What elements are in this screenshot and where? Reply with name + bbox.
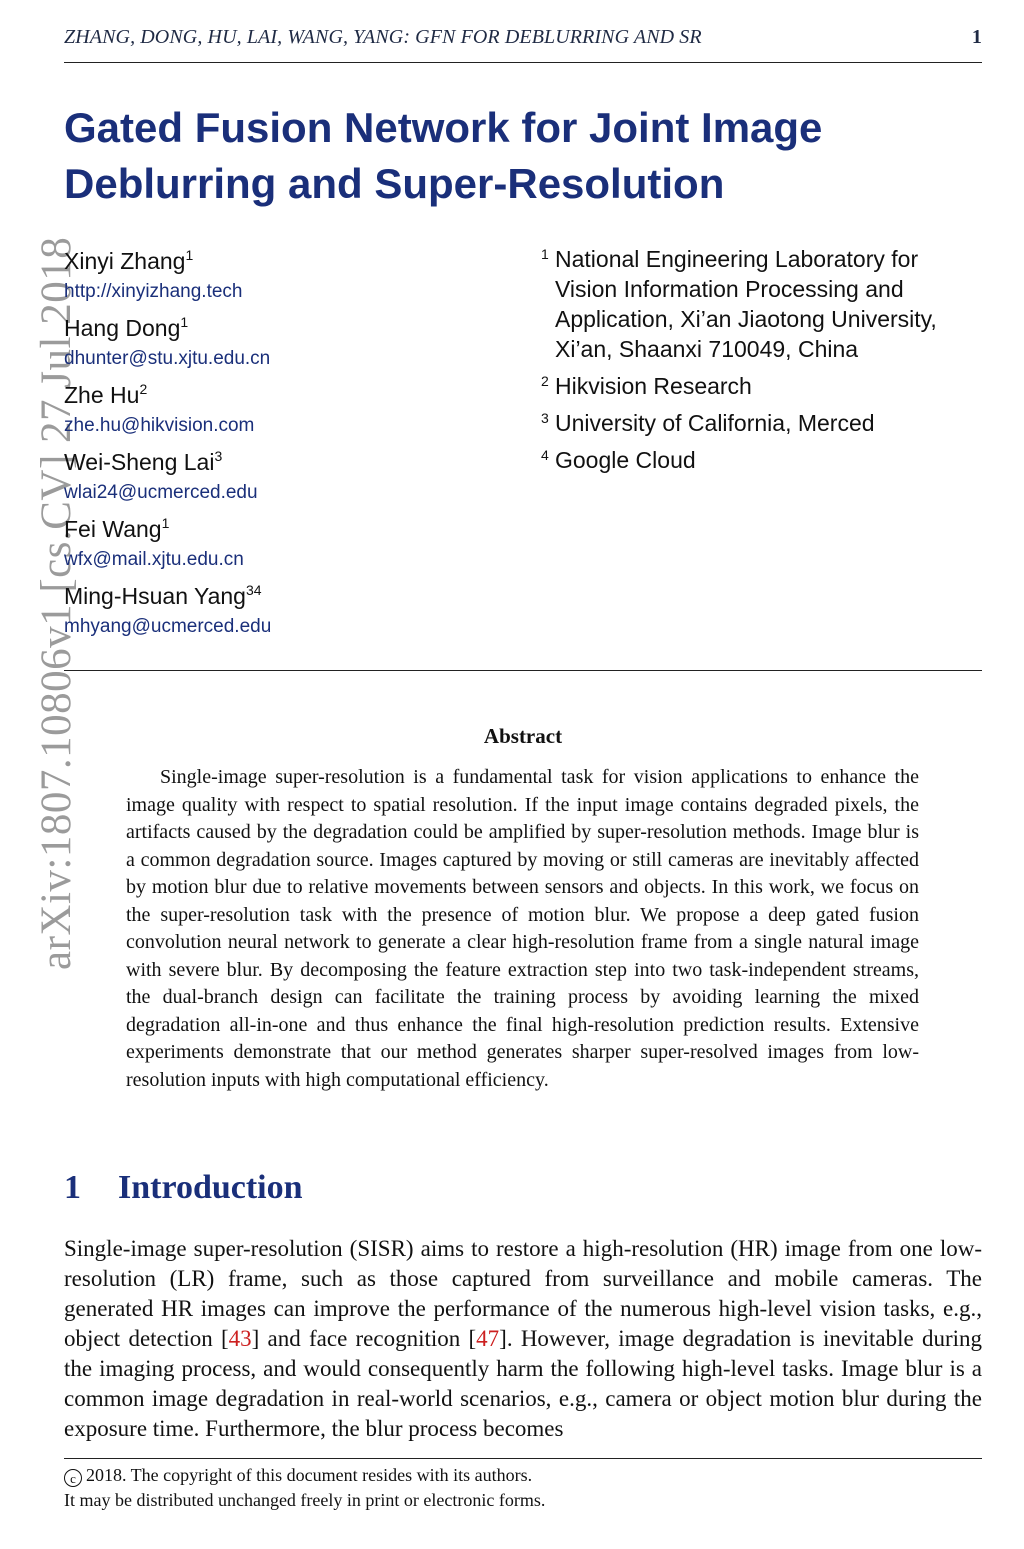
author-email-link[interactable]: dhunter@stu.xjtu.edu.cn (64, 348, 271, 369)
author-entry (64, 579, 494, 646)
running-header (64, 26, 982, 56)
abstract-body: Single-image super-resolution is a fundamental task for vision applications to enhance the image quality with respect to spatial resolution. If the input image contains degraded pixels, the artifacts caused by the degradation could be amplified by super-resolution methods. Image blur is a common degradation source. Images captured by moving or still cameras are inevitably affected by motion blur due to relative movements between sensors and objects. In this work, we focus on the super-resolution task with the presence of motion blur. We propose a deep gated fusion convolution neural network to generate a clear high-resolution frame from a single natural image with severe blur. By decomposing the feature extraction step into two task-independent streams, the dual-branch design can facilitate the training process by avoiding learning the mixed degradation all-in-one and thus enhance the final high-resolution prediction results. Extensive experiments demonstrate that our method generates sharper super-resolved images from low-resolution inputs with high computational efficiency. (126, 766, 919, 1091)
copyright-line-2: It may be distributed unchanged freely in print or electronic forms. (64, 1490, 546, 1510)
copyright-line-1: c 2018. The copyright of this document resides with its authors. (64, 1463, 982, 1488)
author-email-link[interactable]: zhe.hu@hikvision.com (64, 415, 255, 436)
affiliation-text: Google Cloud (555, 447, 696, 473)
footer-rule (64, 1458, 982, 1459)
page-number: 1 (971, 26, 982, 48)
author-entry (64, 445, 494, 512)
citation-link[interactable]: 47 (476, 1326, 500, 1351)
author-name: Fei Wang$^1$ (64, 515, 170, 542)
paper-title-line-1: Gated Fusion Network for Joint Image (64, 104, 823, 151)
author-name: Xinyi Zhang$^1$ (64, 247, 194, 274)
author-affiliation-mark: 1 (161, 515, 170, 531)
author-name: Hang Dong$^1$ (64, 314, 189, 341)
affiliation-text: University of California, Merced (555, 410, 875, 436)
affiliation-text: Hikvision Research (555, 373, 752, 399)
affiliation-item (541, 408, 981, 438)
running-header-title: ZHANG, DONG, HU, LAI, WANG, YANG: GFN FOR DEBLURRING AND SR (64, 26, 702, 48)
paper-title (64, 100, 964, 212)
header-rule (64, 62, 982, 63)
affiliation-item (541, 371, 981, 401)
author-name: Ming-Hsuan Yang$^{34}$ (64, 582, 262, 609)
author-entry (64, 378, 494, 445)
citation-link[interactable]: 43 (228, 1326, 252, 1351)
author-entry (64, 244, 494, 311)
affiliation-number: 2 (541, 373, 549, 389)
author-affiliation-mark: 2 (139, 381, 148, 397)
affiliation-number: 1 (541, 246, 549, 262)
section-number: 1 (64, 1169, 81, 1206)
author-name: Zhe Hu$^2$ (64, 381, 148, 408)
title-block-rule (64, 670, 982, 671)
author-affiliation-mark: 3 (214, 448, 223, 464)
affiliation-number: 3 (541, 410, 549, 426)
author-email-link[interactable]: wfx@mail.xjtu.edu.cn (64, 549, 244, 570)
author-affiliation-mark: 34 (245, 582, 262, 598)
paper-title-line-2: Deblurring and Super-Resolution (64, 160, 725, 207)
abstract-heading: Abstract (483, 724, 563, 748)
author-affiliation-mark: 1 (185, 247, 194, 263)
author-entry (64, 512, 494, 579)
author-homepage-link[interactable]: http://xinyizhang.tech (64, 281, 243, 302)
author-entry (64, 311, 494, 378)
author-list (64, 244, 494, 646)
affiliation-item (541, 445, 981, 475)
author-email-link[interactable]: wlai24@ucmerced.edu (64, 482, 258, 503)
affiliation-number: 4 (541, 447, 549, 463)
section-title: Introduction (118, 1169, 303, 1206)
author-affiliation-mark: 1 (180, 314, 189, 330)
author-email-link[interactable]: mhyang@ucmerced.edu (64, 616, 272, 637)
author-name: Wei-Sheng Lai$^3$ (64, 448, 223, 475)
affiliation-list (541, 244, 981, 482)
affiliation-item (541, 244, 981, 364)
copyright-icon: c (64, 1469, 82, 1487)
introduction-paragraph: Single-image super-resolution (SISR) aims to restore a high-resolution (HR) image from one low-resolution (LR) frame, such as those captured from surveillance and mobile cameras. The generated HR images can improve the performance of the numerous high-level vision tasks, e.g., object detection [43] and face recognition [47]. However, image degradation is inevitable during the imaging process, and would consequently harm the following high-level tasks. Image blur is a common image degradation in real-world scenarios, e.g., camera or object motion blur during the exposure time. Furthermore, the blur process becomes (64, 1236, 982, 1441)
arxiv-stamp: arXiv:1807.10806v1 [cs.CV] 27 Jul 2018 (33, 236, 80, 970)
copyright-footer (64, 1463, 982, 1513)
section-heading-introduction (64, 1166, 303, 1210)
affiliation-text: National Engineering Laboratory for Vision Information Processing and Application, Xi’an Jiaotong University, Xi’an, Shaanxi 710049, China (555, 246, 937, 362)
